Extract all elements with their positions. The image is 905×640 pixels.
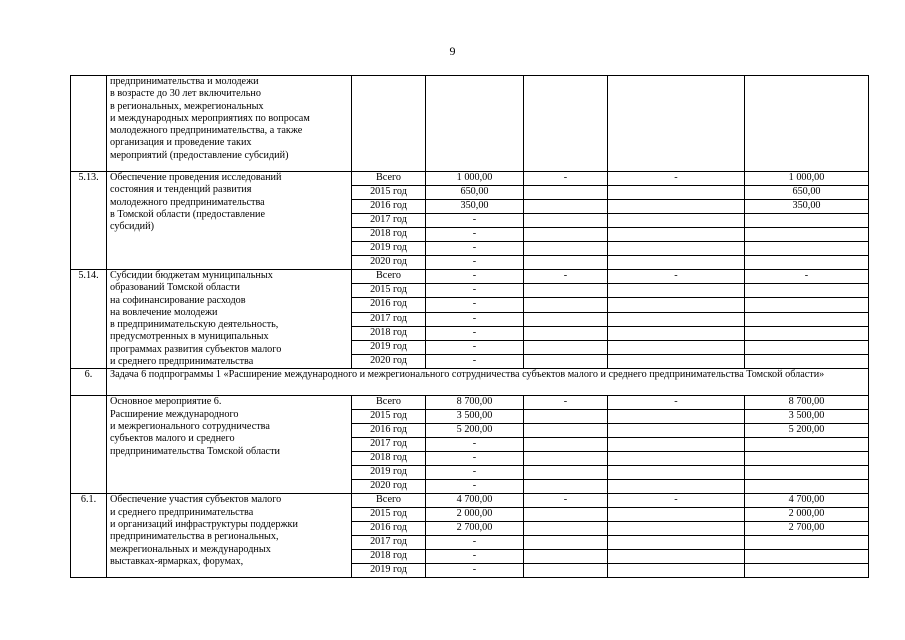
total-cell: 8 700,00 bbox=[426, 396, 524, 410]
regional-cell bbox=[608, 452, 745, 466]
total-cell: - bbox=[426, 270, 524, 284]
total-cell: - bbox=[426, 466, 524, 480]
federal-cell bbox=[524, 452, 608, 466]
federal-cell bbox=[524, 564, 608, 578]
description-line: предпринимательства Томской области bbox=[110, 445, 280, 457]
federal-cell bbox=[524, 508, 608, 522]
other-cell: 4 700,00 bbox=[745, 494, 869, 508]
other-cell bbox=[745, 452, 869, 466]
description-line: и международных мероприятиях по вопросам bbox=[110, 112, 310, 124]
description-line: межрегиональных и международных bbox=[110, 543, 271, 555]
regional-cell bbox=[608, 355, 745, 369]
regional-cell bbox=[608, 298, 745, 312]
regional-cell bbox=[608, 438, 745, 452]
regional-cell bbox=[608, 564, 745, 578]
measure-description bbox=[107, 494, 352, 578]
description-line: и организаций инфраструктуры поддержки bbox=[110, 518, 298, 530]
table-row bbox=[71, 76, 869, 172]
description-line: предпринимательства и молодежи bbox=[110, 76, 259, 87]
year-cell: 2019 год bbox=[352, 340, 426, 354]
year-cell: 2016 год bbox=[352, 298, 426, 312]
description-line: и среднего предпринимательства bbox=[110, 356, 254, 368]
total-cell: 5 200,00 bbox=[426, 424, 524, 438]
description-line: состояния и тенденций развития bbox=[110, 184, 252, 196]
other-cell bbox=[745, 466, 869, 480]
other-cell bbox=[745, 242, 869, 256]
federal-cell bbox=[524, 536, 608, 550]
year-cell: 2015 год bbox=[352, 508, 426, 522]
year-cell: 2019 год bbox=[352, 242, 426, 256]
description-line: на вовлечение молодежи bbox=[110, 306, 218, 318]
total-cell: - bbox=[426, 284, 524, 298]
empty-cell bbox=[745, 76, 869, 172]
year-cell: 2016 год bbox=[352, 522, 426, 536]
total-cell: - bbox=[426, 326, 524, 340]
description-line: Обеспечение участия субъектов малого bbox=[110, 494, 282, 506]
description-line: программах развития субъектов малого bbox=[110, 343, 282, 355]
year-cell: 2017 год bbox=[352, 214, 426, 228]
empty-cell bbox=[352, 76, 426, 172]
other-cell: 1 000,00 bbox=[745, 172, 869, 186]
year-cell: 2018 год bbox=[352, 326, 426, 340]
description-line: на софинансирование расходов bbox=[110, 294, 246, 306]
other-cell: 8 700,00 bbox=[745, 396, 869, 410]
federal-cell: - bbox=[524, 270, 608, 284]
federal-cell bbox=[524, 550, 608, 564]
year-cell: 2016 год bbox=[352, 424, 426, 438]
description-line: Основное мероприятие 6. bbox=[110, 396, 222, 408]
regional-cell: - bbox=[608, 270, 745, 284]
total-cell: - bbox=[426, 214, 524, 228]
year-cell: 2019 год bbox=[352, 466, 426, 480]
description-line: Расширение международного bbox=[110, 408, 239, 420]
description-line: и межрегионального сотрудничества bbox=[110, 420, 270, 432]
regional-cell: - bbox=[608, 396, 745, 410]
other-cell bbox=[745, 312, 869, 326]
total-cell: 650,00 bbox=[426, 186, 524, 200]
total-cell: - bbox=[426, 438, 524, 452]
year-cell: Всего bbox=[352, 270, 426, 284]
other-cell: 2 700,00 bbox=[745, 522, 869, 536]
regional-cell bbox=[608, 522, 745, 536]
regional-cell: - bbox=[608, 172, 745, 186]
description-line: субсидий) bbox=[110, 221, 154, 233]
year-cell: 2019 год bbox=[352, 564, 426, 578]
regional-cell bbox=[608, 550, 745, 564]
total-cell: - bbox=[426, 452, 524, 466]
description-line: Обеспечение проведения исследований bbox=[110, 172, 282, 183]
federal-cell bbox=[524, 326, 608, 340]
total-cell: 3 500,00 bbox=[426, 410, 524, 424]
regional-cell: - bbox=[608, 494, 745, 508]
federal-cell bbox=[524, 298, 608, 312]
other-cell bbox=[745, 256, 869, 270]
year-cell: 2020 год bbox=[352, 480, 426, 494]
other-cell bbox=[745, 340, 869, 354]
total-cell: - bbox=[426, 564, 524, 578]
row-number bbox=[71, 396, 107, 494]
regional-cell bbox=[608, 312, 745, 326]
regional-cell bbox=[608, 508, 745, 522]
description-line: в региональных, межрегиональных bbox=[110, 100, 264, 112]
regional-cell bbox=[608, 214, 745, 228]
total-cell: - bbox=[426, 340, 524, 354]
year-cell: 2018 год bbox=[352, 452, 426, 466]
federal-cell bbox=[524, 438, 608, 452]
regional-cell bbox=[608, 480, 745, 494]
total-cell: - bbox=[426, 550, 524, 564]
total-cell: - bbox=[426, 312, 524, 326]
federal-cell bbox=[524, 466, 608, 480]
row-number bbox=[71, 76, 107, 172]
description-line: мероприятий (предоставление субсидий) bbox=[110, 149, 289, 161]
budget-table bbox=[70, 75, 869, 578]
regional-cell bbox=[608, 242, 745, 256]
table-row bbox=[71, 270, 869, 284]
regional-cell bbox=[608, 186, 745, 200]
empty-cell bbox=[608, 76, 745, 172]
other-cell bbox=[745, 438, 869, 452]
other-cell: 350,00 bbox=[745, 200, 869, 214]
federal-cell bbox=[524, 410, 608, 424]
federal-cell bbox=[524, 480, 608, 494]
total-cell: - bbox=[426, 298, 524, 312]
year-cell: 2020 год bbox=[352, 355, 426, 369]
federal-cell bbox=[524, 214, 608, 228]
description-line: в Томской области (предоставление bbox=[110, 208, 265, 220]
year-cell: Всего bbox=[352, 172, 426, 186]
federal-cell: - bbox=[524, 172, 608, 186]
federal-cell bbox=[524, 228, 608, 242]
other-cell bbox=[745, 298, 869, 312]
total-cell: 4 700,00 bbox=[426, 494, 524, 508]
total-cell: - bbox=[426, 355, 524, 369]
description-line: образований Томской области bbox=[110, 282, 240, 294]
year-cell: Всего bbox=[352, 494, 426, 508]
description-line: молодежного предпринимательства bbox=[110, 196, 265, 208]
table-row bbox=[71, 396, 869, 410]
regional-cell bbox=[608, 228, 745, 242]
total-cell: - bbox=[426, 480, 524, 494]
federal-cell bbox=[524, 522, 608, 536]
regional-cell bbox=[608, 200, 745, 214]
description-line: Субсидии бюджетам муниципальных bbox=[110, 270, 273, 281]
other-cell bbox=[745, 355, 869, 369]
description-line: субъектов малого и среднего bbox=[110, 433, 235, 445]
year-cell: Всего bbox=[352, 396, 426, 410]
federal-cell bbox=[524, 200, 608, 214]
federal-cell bbox=[524, 312, 608, 326]
total-cell: 350,00 bbox=[426, 200, 524, 214]
federal-cell: - bbox=[524, 396, 608, 410]
measure-description bbox=[107, 76, 352, 172]
total-cell: 2 700,00 bbox=[426, 522, 524, 536]
description-line: молодежного предпринимательства, а также bbox=[110, 125, 303, 137]
year-cell: 2015 год bbox=[352, 284, 426, 298]
measure-description bbox=[107, 172, 352, 270]
federal-cell bbox=[524, 284, 608, 298]
other-cell bbox=[745, 284, 869, 298]
total-cell: - bbox=[426, 242, 524, 256]
federal-cell bbox=[524, 256, 608, 270]
regional-cell bbox=[608, 340, 745, 354]
other-cell bbox=[745, 550, 869, 564]
federal-cell bbox=[524, 355, 608, 369]
description-line: и среднего предпринимательства bbox=[110, 506, 254, 518]
year-cell: 2017 год bbox=[352, 438, 426, 452]
measure-description bbox=[107, 396, 352, 494]
other-cell bbox=[745, 326, 869, 340]
federal-cell bbox=[524, 186, 608, 200]
description-line: в возрасте до 30 лет включительно bbox=[110, 88, 261, 100]
page-number: 9 bbox=[449, 44, 456, 58]
year-cell: 2020 год bbox=[352, 256, 426, 270]
total-cell: 1 000,00 bbox=[426, 172, 524, 186]
description-line: организация и проведение таких bbox=[110, 137, 252, 149]
regional-cell bbox=[608, 424, 745, 438]
description-line: предпринимательства в региональных, bbox=[110, 531, 279, 543]
other-cell: 2 000,00 bbox=[745, 508, 869, 522]
other-cell bbox=[745, 214, 869, 228]
regional-cell bbox=[608, 284, 745, 298]
row-number: 6.1. bbox=[71, 494, 107, 578]
regional-cell bbox=[608, 466, 745, 480]
empty-cell bbox=[426, 76, 524, 172]
row-number: 5.13. bbox=[71, 172, 107, 270]
regional-cell bbox=[608, 410, 745, 424]
table-row bbox=[71, 172, 869, 186]
year-cell: 2015 год bbox=[352, 410, 426, 424]
other-cell bbox=[745, 228, 869, 242]
total-cell: - bbox=[426, 256, 524, 270]
total-cell: - bbox=[426, 228, 524, 242]
total-cell: - bbox=[426, 536, 524, 550]
table-row bbox=[71, 494, 869, 508]
description-line: выставках-ярмарках, форумах, bbox=[110, 555, 244, 567]
federal-cell bbox=[524, 424, 608, 438]
measure-description bbox=[107, 270, 352, 369]
year-cell: 2017 год bbox=[352, 536, 426, 550]
total-cell: 2 000,00 bbox=[426, 508, 524, 522]
year-cell: 2018 год bbox=[352, 228, 426, 242]
row-number: 6. bbox=[71, 369, 107, 396]
year-cell: 2015 год bbox=[352, 186, 426, 200]
other-cell bbox=[745, 564, 869, 578]
regional-cell bbox=[608, 536, 745, 550]
empty-cell bbox=[524, 76, 608, 172]
other-cell: - bbox=[745, 270, 869, 284]
federal-cell: - bbox=[524, 494, 608, 508]
other-cell bbox=[745, 536, 869, 550]
other-cell: 650,00 bbox=[745, 186, 869, 200]
federal-cell bbox=[524, 242, 608, 256]
other-cell: 5 200,00 bbox=[745, 424, 869, 438]
year-cell: 2017 год bbox=[352, 312, 426, 326]
year-cell: 2016 год bbox=[352, 200, 426, 214]
table-row bbox=[71, 369, 869, 396]
task-description: Задача 6 подпрограммы 1 «Расширение международного и межрегионального сотрудничества субъектов малого и среднего предпринимательства Томской области» bbox=[107, 369, 869, 396]
regional-cell bbox=[608, 256, 745, 270]
regional-cell bbox=[608, 326, 745, 340]
other-cell: 3 500,00 bbox=[745, 410, 869, 424]
description-line: в предпринимательскую деятельность, bbox=[110, 319, 279, 331]
federal-cell bbox=[524, 340, 608, 354]
row-number: 5.14. bbox=[71, 270, 107, 369]
other-cell bbox=[745, 480, 869, 494]
year-cell: 2018 год bbox=[352, 550, 426, 564]
description-line: предусмотренных в муниципальных bbox=[110, 331, 269, 343]
